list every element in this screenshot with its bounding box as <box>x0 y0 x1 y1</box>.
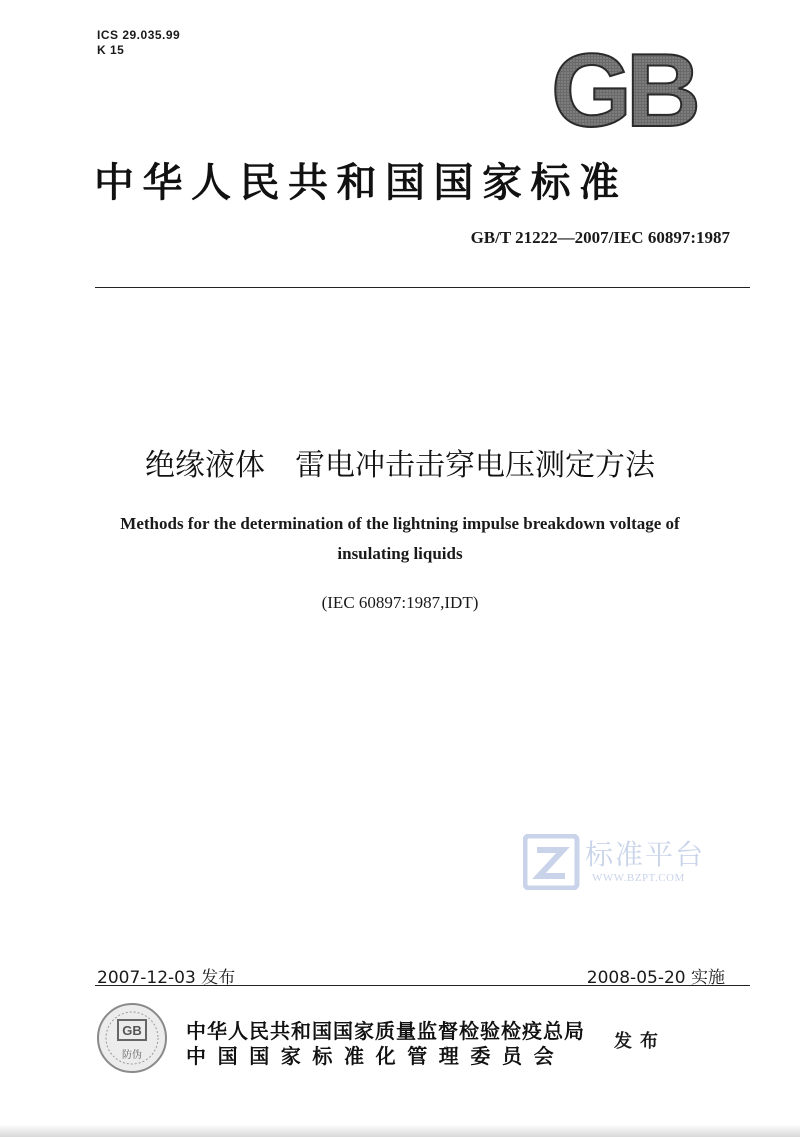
ics-code: ICS 29.035.99 <box>97 28 181 42</box>
header-divider <box>95 287 750 288</box>
gb-logo <box>540 42 706 134</box>
effective-date: 2008-05-20 实施 <box>586 968 725 988</box>
issuer-line-2: 中国国家标准化管理委员会 <box>186 1044 566 1068</box>
national-standard-title: 中华人民共和国国家标准 <box>94 160 628 206</box>
seal-text: 防伪 <box>122 1050 142 1061</box>
gb-logo-text: GB <box>551 42 695 134</box>
watermark-url: WWW.BZPT.COM <box>592 872 685 884</box>
title-chinese: 绝缘液体 雷电冲击击穿电压测定方法 <box>145 448 655 483</box>
issue-action: 发布 <box>614 1031 666 1052</box>
page-bottom-edge <box>0 1124 800 1137</box>
svg-text:GB: GB <box>122 1023 142 1038</box>
adoption-note: (IEC 60897:1987,IDT) <box>321 593 479 612</box>
watermark-brand: 标准平台 <box>585 838 706 871</box>
issuer-line-1: 中华人民共和国国家质量监督检验检疫总局 <box>186 1019 585 1043</box>
title-english-line1: Methods for the determination of the lightning impulse breakdown voltage of <box>120 514 680 533</box>
anti-counterfeit-seal-icon <box>96 1002 168 1074</box>
footer-divider <box>95 985 750 986</box>
standard-number: GB/T 21222—2007/IEC 60897:1987 <box>470 228 730 247</box>
title-english <box>60 509 740 569</box>
publish-date: 2007-12-03 发布 <box>97 968 236 988</box>
title-english-line2: insulating liquids <box>337 544 463 563</box>
ccs-code: K 15 <box>97 43 125 57</box>
